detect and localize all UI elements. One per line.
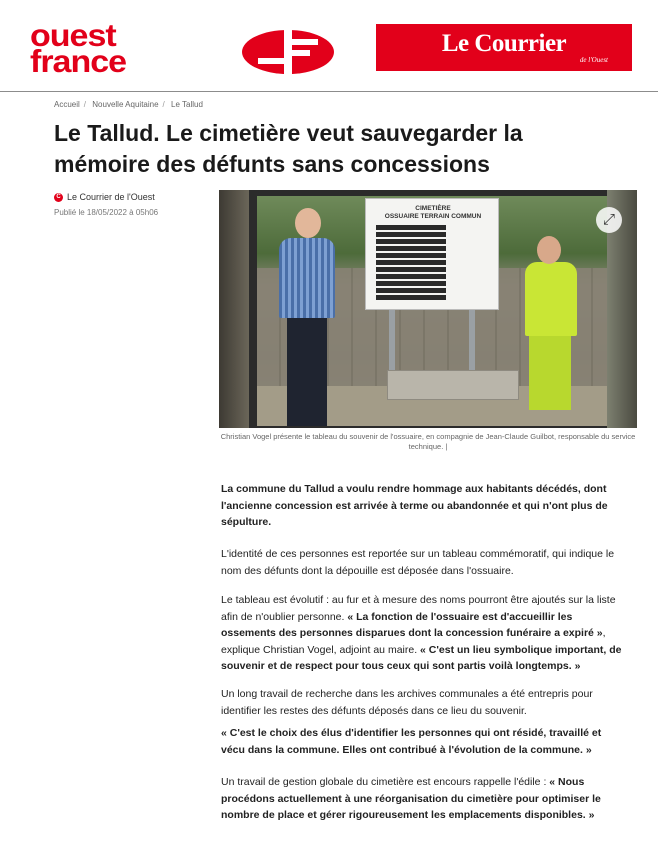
- ouest-france-emblem-icon: [242, 30, 334, 74]
- paragraph-text: Le tableau est évolutif : au fur et à mesure des noms pourront être ajoutés sur la liste afin de n'oublier personne.: [221, 594, 616, 623]
- le-courrier-logo[interactable]: [376, 24, 632, 71]
- paragraph-text: , explique Christian Vogel, adjoint au maire.: [221, 627, 606, 656]
- paragraph-text: Un travail de gestion globale du cimetière est encours rappelle l'édile :: [221, 776, 550, 788]
- article-photo: [257, 196, 607, 426]
- breadcrumb-town[interactable]: Le Tallud: [171, 100, 203, 109]
- article-paragraph: [221, 592, 626, 675]
- article-paragraph: L'identité de ces personnes est reportée sur un tableau commémoratif, qui indique le nom des défunts dont la dépouille est déposée dans l'ossuaire.: [221, 548, 615, 577]
- le-courrier-logo-main: Le Courrier: [441, 30, 567, 57]
- courrier-source-icon: C: [54, 193, 63, 202]
- memorial-sign-title-line1: CIMETIÈRE: [415, 205, 451, 212]
- breadcrumb-home[interactable]: Accueil: [54, 100, 80, 109]
- breadcrumb-separator: /: [162, 100, 165, 109]
- photo-caption: Christian Vogel présente le tableau du souvenir de l'ossuaire, en compagnie de Jean-Claude Guilbot, responsable du service technique. |: [220, 432, 636, 451]
- person-jean-claude-legs: [529, 334, 571, 410]
- person-jean-claude-head: [537, 236, 561, 264]
- article-source[interactable]: [54, 192, 155, 202]
- photo-prev-preview: [219, 190, 249, 428]
- memorial-sign-title-line2: OSSUAIRE TERRAIN COMMUN: [384, 213, 482, 220]
- memorial-sign: [365, 198, 499, 310]
- article-photo-carousel[interactable]: [219, 190, 637, 428]
- quote-text: « C'est un lieu symbolique important, de souvenir et de respect pour tous ceux qui sont partis voilà longtemps. »: [221, 643, 622, 672]
- article-source-name: Le Courrier de l'Ouest: [67, 192, 155, 202]
- memorial-sign-names: [376, 225, 446, 301]
- person-christian-body: [279, 238, 335, 318]
- article-lead: La commune du Tallud a voulu rendre hommage aux habitants décédés, dont l'ancienne concession est arrivée à terme ou abandonnée et qui n'ont plus de sépulture.: [221, 483, 608, 528]
- ossuary-stone: [387, 370, 519, 400]
- ouest-france-logo-line1: ouest: [30, 18, 116, 54]
- le-courrier-logo-sub: de l'Ouest: [579, 56, 608, 64]
- expand-icon[interactable]: ⤢: [596, 207, 622, 233]
- article-title: Le Tallud. Le cimetière veut sauvegarder la mémoire des défunts sans concessions: [54, 120, 523, 177]
- breadcrumb-separator: /: [83, 100, 87, 109]
- sign-post: [469, 308, 475, 374]
- quote-text: « La fonction de l'ossuaire est d'accueillir les ossements des personnes disparues dont la concession funéraire a expiré »: [221, 610, 603, 639]
- person-christian-head: [295, 208, 321, 238]
- article-quote: « C'est le choix des élus d'identifier les personnes qui ont résidé, travaillé et vécu dans la commune. Elles ont contribué à l'évolution de la commune. »: [221, 727, 602, 756]
- sign-post: [389, 308, 395, 374]
- ouest-france-logo-line2: france: [30, 44, 127, 80]
- quote-text: « Nous procédons actuellement à une réorganisation du cimetière pour optimiser le nombre de place et gérer rigoureusement les emplacements disponibles. »: [221, 776, 601, 821]
- site-header: [0, 0, 658, 92]
- article-paragraph: [221, 774, 626, 824]
- breadcrumb: [54, 100, 207, 109]
- article-paragraph: Un long travail de recherche dans les archives communales a été entrepris pour identifier les restes des défunts déposés dans ce lieu du souvenir.: [221, 688, 593, 717]
- article-published-date: Publié le 18/05/2022 à 05h06: [54, 208, 159, 217]
- breadcrumb-region[interactable]: Nouvelle Aquitaine: [92, 100, 159, 109]
- person-jean-claude-body: [525, 262, 577, 336]
- ouest-france-logo[interactable]: [30, 18, 335, 80]
- person-christian-legs: [287, 314, 327, 426]
- memorial-sign-title: [366, 205, 500, 221]
